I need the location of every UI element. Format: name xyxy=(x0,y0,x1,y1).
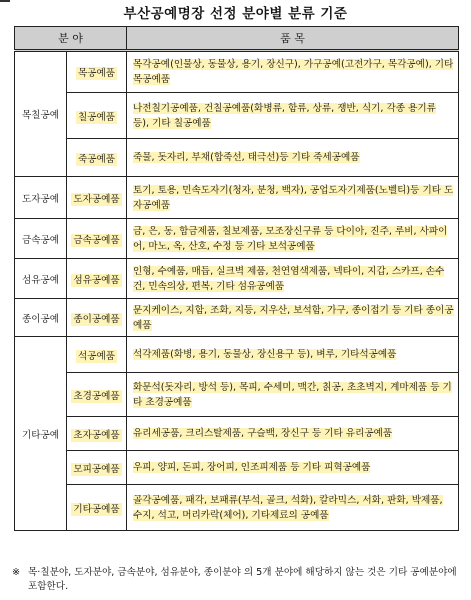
items-cell xyxy=(127,51,459,93)
items-text: 금, 은, 동, 합금제품, 칠보제품, 모조장신구류 등 다이아, 진주, 루비, 사파이어, 마노, 옥, 산호, 수정 등 기타 보석공예품 xyxy=(133,225,448,252)
subcategory-cell xyxy=(67,337,127,373)
table-row xyxy=(15,177,459,219)
classification-table xyxy=(14,26,459,531)
subcategory-label: 석공예품 xyxy=(77,350,116,362)
category-cell: 종이공예 xyxy=(15,299,67,337)
footnote-text: 목·칠분야, 도자분야, 금속분야, 섬유분야, 종이분야 의 5개 분야에 해당하지 않는 것은 기타 공예분야에 포함한다. xyxy=(28,567,457,592)
subcategory-cell xyxy=(67,51,127,93)
table-row xyxy=(15,93,459,139)
items-cell xyxy=(127,373,459,417)
items-text: 화문석(돗자리, 방석 등), 목피, 수세미, 맥간, 칡공, 초초벽지, 계마제품 등 기타 초경공예품 xyxy=(133,381,452,408)
table-header-row xyxy=(15,27,459,51)
subcategory-label: 죽공예품 xyxy=(77,153,116,165)
items-cell xyxy=(127,93,459,139)
subcategory-cell xyxy=(67,259,127,299)
items-text: 인형, 수예품, 매듭, 실크벽 제품, 천연염색제품, 넥타이, 지갑, 스카프, 손수건, 민속의상, 편복, 기타 섬유공예품 xyxy=(133,265,445,292)
subcategory-cell xyxy=(67,373,127,417)
table-row xyxy=(15,139,459,177)
items-text: 골각공예품, 패각, 보패류(부석, 골크, 석화), 칼라믹스, 서화, 판화, 박제품, 수지, 석고, 머리카락(체어), 기타제료의 공예품 xyxy=(133,494,443,521)
subcategory-label: 종이공예품 xyxy=(73,313,120,325)
table-row xyxy=(15,259,459,299)
category-cell: 도자공예 xyxy=(15,177,67,219)
subcategory-cell xyxy=(67,451,127,485)
items-cell xyxy=(127,139,459,177)
items-text: 석각제품(화병, 용기, 동물상, 장신용구 등), 벼루, 기타석공예품 xyxy=(133,349,397,360)
page-title: 부산공예명장 선정 분야별 분류 기준 xyxy=(123,6,348,22)
header-field: 분 야 xyxy=(15,27,127,51)
subcategory-label: 기타공예품 xyxy=(73,503,120,515)
subcategory-label: 도자공예품 xyxy=(73,193,120,205)
subcategory-cell xyxy=(67,219,127,259)
subcategory-cell xyxy=(67,417,127,451)
items-cell xyxy=(127,259,459,299)
table-row xyxy=(15,417,459,451)
table-row xyxy=(15,373,459,417)
items-text: 유리세공품, 크리스탈제품, 구슬백, 장신구 등 기타 유리공예품 xyxy=(133,428,393,439)
table-body xyxy=(15,51,459,531)
table-row xyxy=(15,337,459,373)
subcategory-cell xyxy=(67,299,127,337)
items-text: 토기, 토용, 민속도자기(청자, 분청, 백자), 공업도자기제품(노벨티)등 기타 도자공예품 xyxy=(133,184,454,211)
header-items: 품 목 xyxy=(127,27,459,51)
subcategory-label: 칠공예품 xyxy=(77,111,116,123)
subcategory-cell xyxy=(67,177,127,219)
category-cell: 섬유공예 xyxy=(15,259,67,299)
category-cell: 기타공예 xyxy=(15,337,67,531)
table-row xyxy=(15,219,459,259)
items-cell xyxy=(127,417,459,451)
items-cell xyxy=(127,337,459,373)
subcategory-cell xyxy=(67,139,127,177)
subcategory-cell xyxy=(67,93,127,139)
items-text: 문지케이스, 지함, 조화, 지등, 지우산, 보석함, 가구, 종이접기 등 기타 종이공예품 xyxy=(133,304,454,331)
footnote-mark: ※ xyxy=(12,567,21,578)
items-cell xyxy=(127,485,459,531)
subcategory-label: 섬유공예품 xyxy=(73,274,120,286)
footnote xyxy=(12,566,464,594)
items-cell xyxy=(127,219,459,259)
items-text: 우피, 양피, 돈피, 장어피, 인조피제품 등 기타 피혁공예품 xyxy=(133,462,371,473)
subcategory-label: 초경공예품 xyxy=(73,390,120,402)
items-text: 죽물, 돗자리, 부채(합죽선, 태극선)등 기타 죽세공예품 xyxy=(133,152,360,163)
items-text: 목각공예(인물상, 동물상, 용기, 장신구), 가구공예(고전가구, 목각공예), 기타 목공예품 xyxy=(133,59,454,85)
items-cell xyxy=(127,299,459,337)
subcategory-label: 초자공예품 xyxy=(73,429,120,441)
subcategory-label: 금속공예품 xyxy=(73,234,120,246)
subcategory-label: 모피공예품 xyxy=(73,463,120,475)
category-cell: 금속공예 xyxy=(15,219,67,259)
table-row xyxy=(15,451,459,485)
items-cell xyxy=(127,177,459,219)
category-cell: 목칠공예 xyxy=(15,51,67,177)
table-row xyxy=(15,51,459,93)
table-row xyxy=(15,299,459,337)
items-text: 나전칠기공예품, 건칠공예품(화병류, 함류, 상류, 쟁반, 식기, 각종 용기류 등), 기타 칠공예품 xyxy=(133,102,436,129)
items-cell xyxy=(127,451,459,485)
subcategory-cell xyxy=(67,485,127,531)
table-row xyxy=(15,485,459,531)
subcategory-label: 목공예품 xyxy=(77,68,116,79)
